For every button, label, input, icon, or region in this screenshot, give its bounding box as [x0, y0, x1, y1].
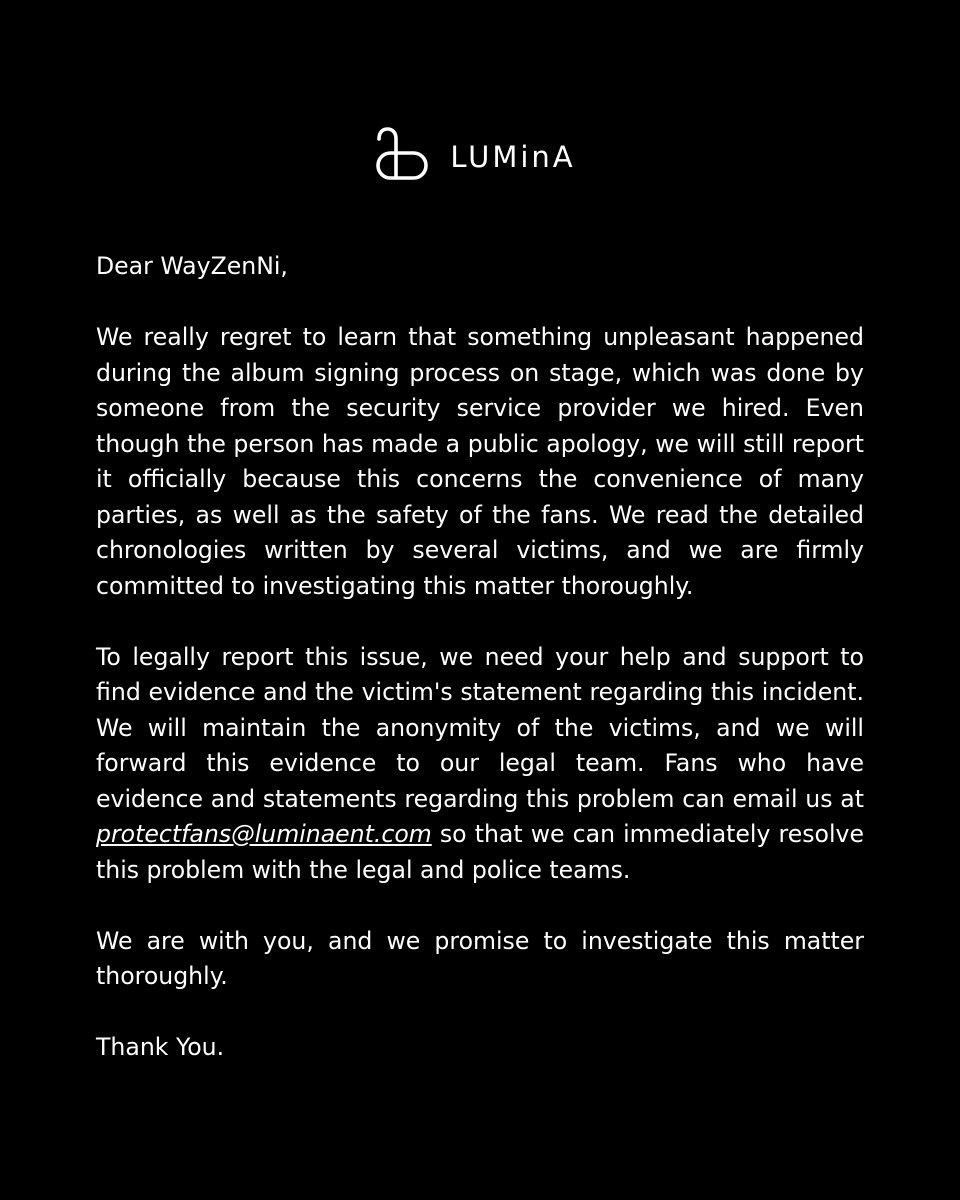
paragraph-2-text-after: so that we can immediately resolve this problem with the legal and police teams. — [96, 820, 864, 884]
lumina-logo-icon — [376, 127, 428, 181]
letter-paragraph-3: We are with you, and we promise to investigate this matter thoroughly. — [96, 926, 864, 990]
brand-header — [0, 124, 960, 184]
paragraph-2-text-before: To legally report this issue, we need your help and support to find evidence and the victim's statement regarding this incident. We will maintain the anonymity of the victims, and we will forward this evidence to our legal team. Fans who have evidence and statements regarding this problem can email us at — [96, 642, 864, 813]
brand-name: LUMinA — [450, 140, 576, 174]
letter-paragraph-1: We really regret to learn that something unpleasant happened during the album signing process on stage, which was done by someone from the security service provider we hired. Even though the person has made a public apology, we will still report it officially because this concerns the convenience of many parties, as well as the safety of the fans. We read the detailed chronologies written by several victims, and we are firmly committed to investigating this matter thoroughly. — [96, 323, 864, 600]
letter-greeting: Dear WayZenNi, — [96, 252, 288, 280]
email-link[interactable]: protectfans@luminaent.com — [96, 820, 432, 848]
letter-body — [96, 249, 864, 1101]
letter-signoff: Thank You. — [96, 1033, 225, 1061]
letter-paragraph-2 — [96, 640, 864, 889]
